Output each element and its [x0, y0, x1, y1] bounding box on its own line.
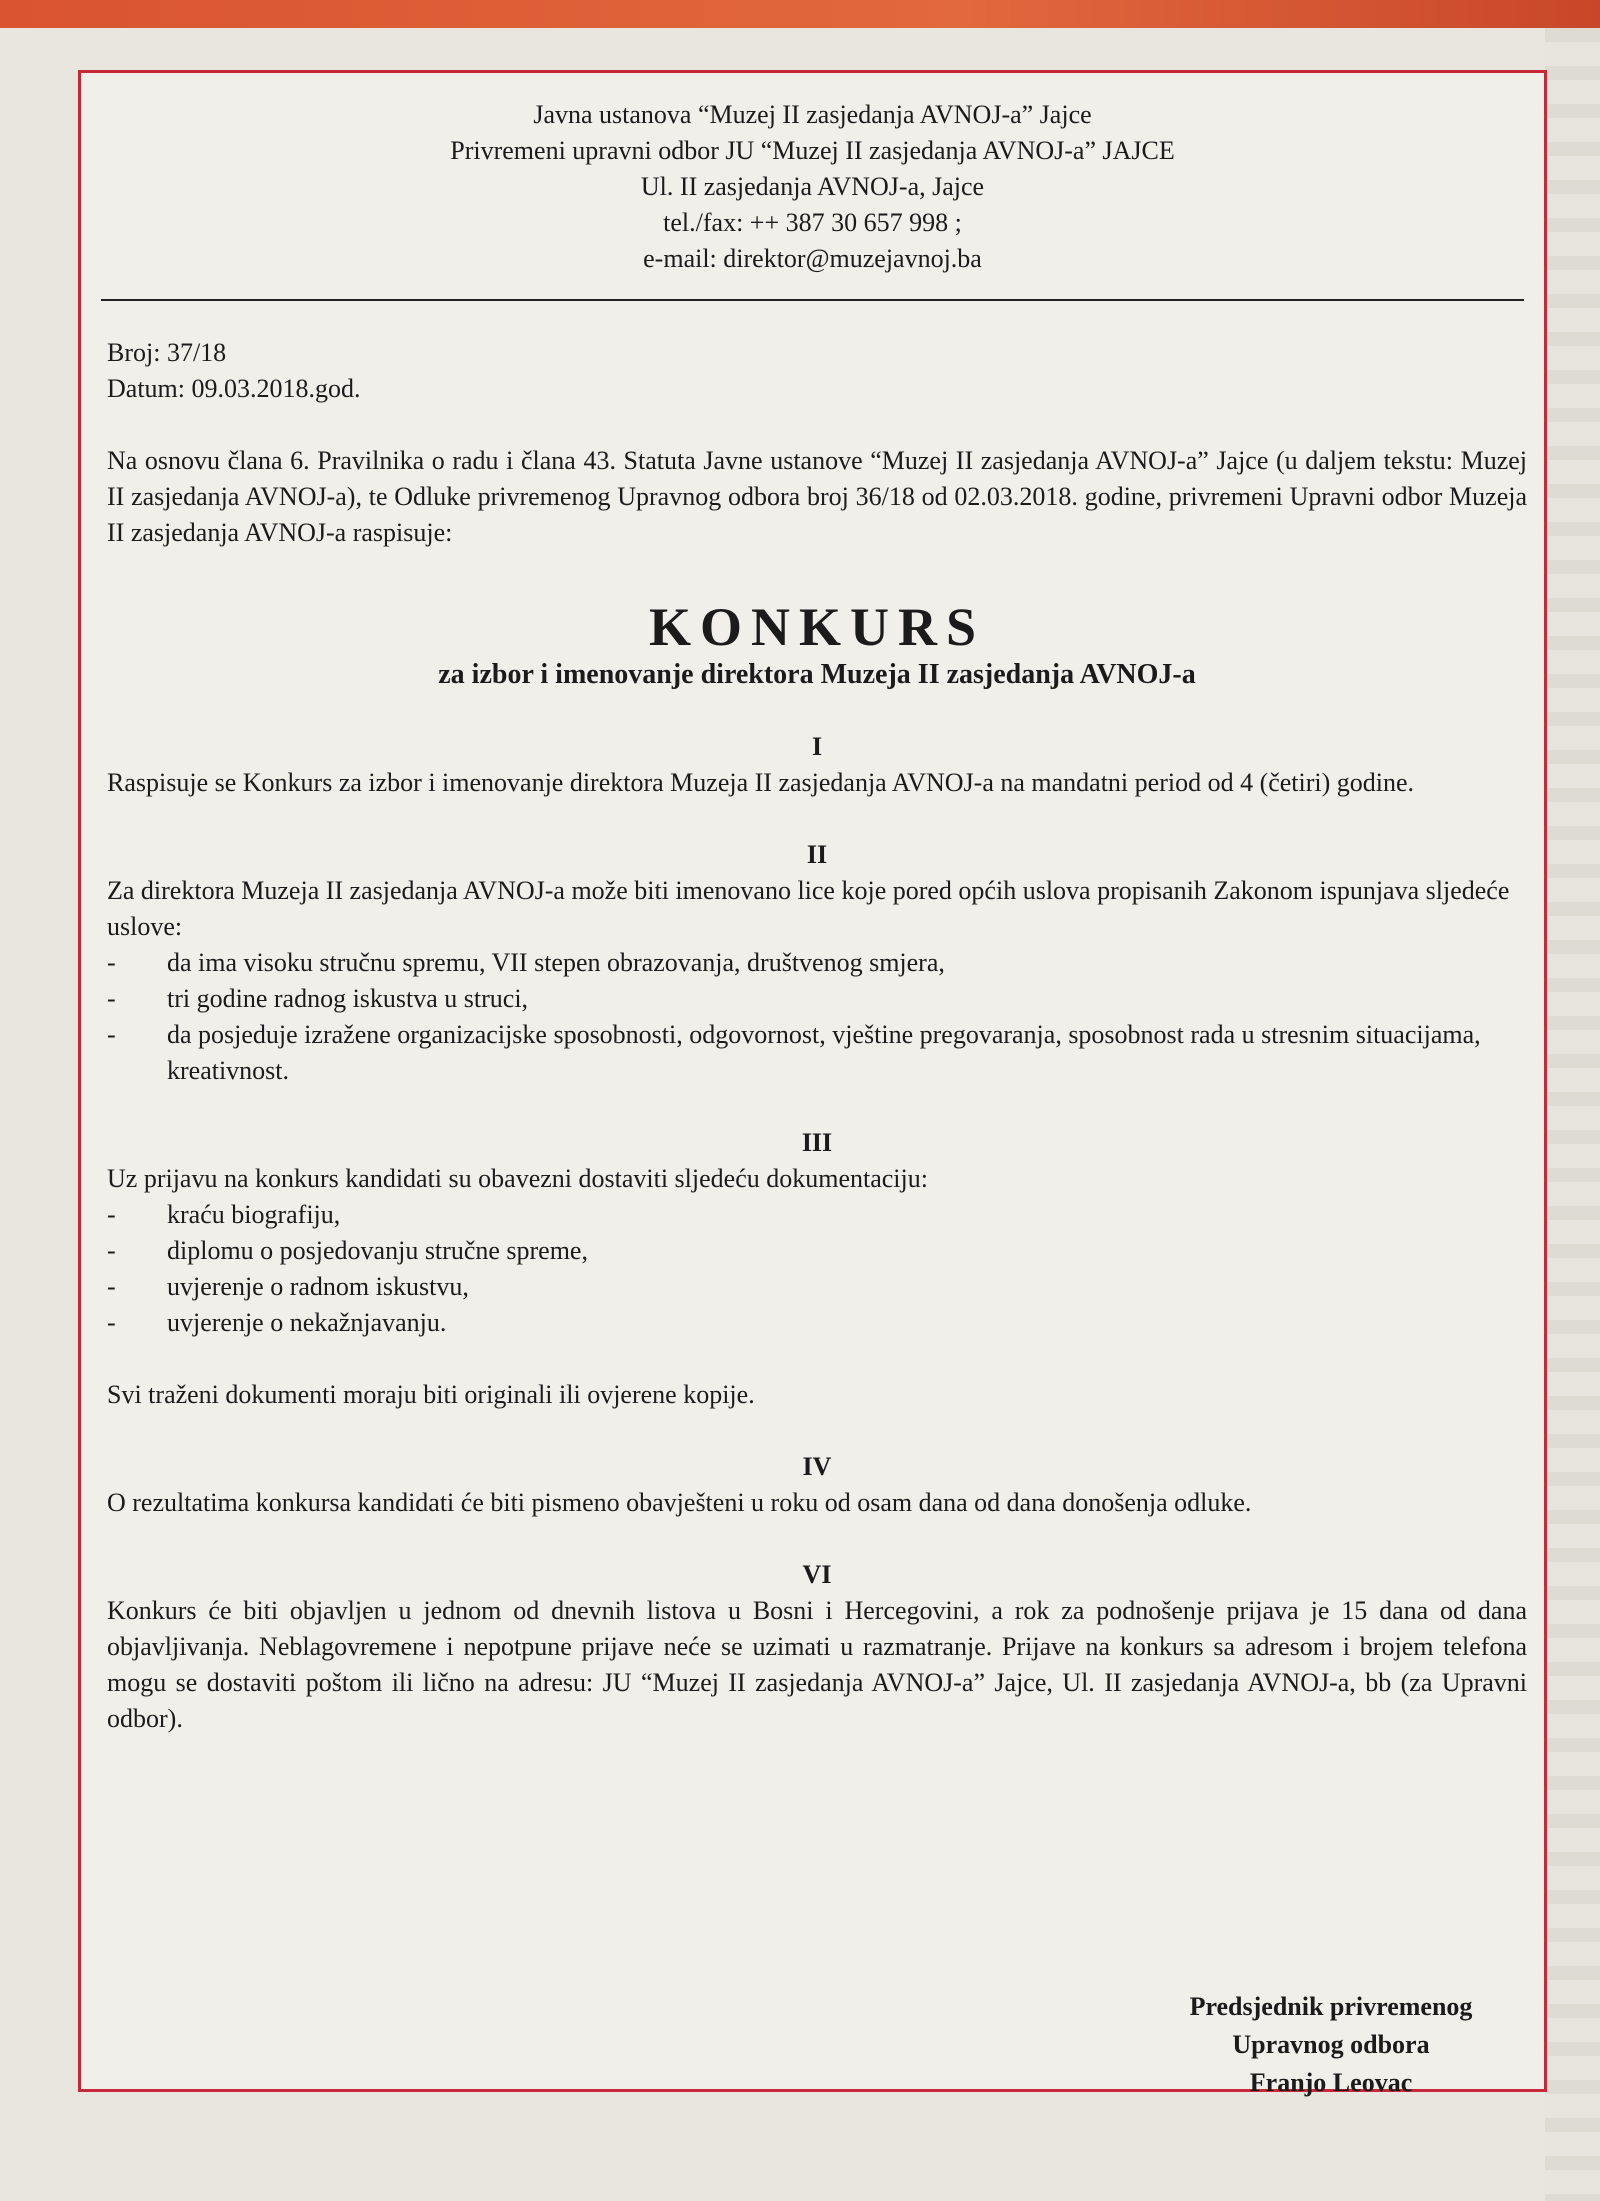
- list-dash: -: [107, 1200, 116, 1229]
- section-heading-i: I: [811, 732, 823, 761]
- documents-note: Svi traženi dokumenti moraju biti originali ili ovjerene kopije.: [107, 1380, 755, 1409]
- list-item: [107, 1305, 1527, 1341]
- requirement-item: tri godine radnog iskustva u struci,: [167, 984, 529, 1013]
- section-text-ii: Za direktora Muzeja II zasjedanja AVNOJ-a može biti imenovano lice koje pored općih uslova propisanih Zakonom ispunjava sljedeće uslove:: [107, 876, 1510, 941]
- requirement-item: da posjeduje izražene organizacijske sposobnosti, odgovornost, vještine pregovaranja, sposobnost rada u stresnim situacijama, kreativnost.: [167, 1020, 1481, 1085]
- section-text-vi: Konkurs će biti objavljen u jednom od dnevnih listova u Bosni i Hercegovini, a rok za podnošenje prijava je 15 dana od dana objavljivanja. Neblagovremene i nepotpune prijave neće se uzimati u razmatranje. Prijave na konkurs sa adresom i brojem telefona mogu se dostaviti poštom ili lično na adresu: JU “Muzej II zasjedanja AVNOJ-a” Jajce, Ul. II zasjedanja AVNOJ-a, bb (za Upravni odbor).: [107, 1596, 1527, 1733]
- list-item: [107, 1197, 1527, 1233]
- signature-role: Predsjednik privremenog: [1189, 1992, 1473, 2021]
- section-heading-ii: II: [806, 840, 828, 869]
- document-item: uvjerenje o nekažnjavanju.: [167, 1308, 447, 1337]
- notice-subtitle: za izbor i imenovanje direktora Muzeja II zasjedanja AVNOJ-a: [438, 659, 1196, 690]
- list-dash: -: [107, 984, 116, 1013]
- section-heading-iv: IV: [802, 1452, 832, 1481]
- intro-paragraph: Na osnovu člana 6. Pravilnika o radu i člana 43. Statuta Javne ustanove “Muzej II zasjedanja AVNOJ-a” Jajce (u daljem tekstu: Muzej II zasjedanja AVNOJ-a), te Odluke privremenog Upravnog odbora broj 36/18 od 02.03.2018. godine, privremeni Upravni odbor Muzeja II zasjedanja AVNOJ-a raspisuje:: [107, 446, 1527, 547]
- list-dash: -: [107, 948, 116, 977]
- notice-frame: [78, 70, 1547, 2097]
- notice-body: [107, 335, 1527, 1737]
- list-item: [107, 1233, 1527, 1269]
- requirement-item: da ima visoku stručnu spremu, VII stepen obrazovanja, društvenog smjera,: [167, 948, 945, 977]
- signature-name: Franjo Leovac: [1249, 2068, 1413, 2097]
- document-item: diplomu o posjedovanju stručne spreme,: [167, 1236, 588, 1265]
- list-dash: -: [107, 1308, 116, 1337]
- signature-block: [1121, 1988, 1541, 2102]
- list-dash: -: [107, 1236, 116, 1265]
- list-item: [107, 1017, 1527, 1089]
- signature-board: Upravnog odbora: [1232, 2030, 1430, 2059]
- list-item: [107, 1269, 1527, 1305]
- document-date: Datum: 09.03.2018.god.: [107, 374, 361, 403]
- notice-title: KONKURS: [648, 597, 986, 657]
- list-dash: -: [107, 1272, 116, 1301]
- document-item: uvjerenje o radnom iskustvu,: [167, 1272, 469, 1301]
- section-text-iv: O rezultatima konkursa kandidati će biti pismeno obavješteni u roku od osam dana od dana donošenja odluke.: [107, 1488, 1252, 1517]
- list-item: [107, 981, 1527, 1017]
- header-email: e-mail: direktor@muzejavnoj.ba: [643, 244, 982, 273]
- section-text-i: Raspisuje se Konkurs za izbor i imenovanje direktora Muzeja II zasjedanja AVNOJ-a na mandatni period od 4 (četiri) godine.: [107, 768, 1415, 797]
- header-institution-name: Javna ustanova “Muzej II zasjedanja AVNOJ-a” Jajce: [533, 100, 1092, 129]
- header-board-name: Privremeni upravni odbor JU “Muzej II zasjedanja AVNOJ-a” JAJCE: [450, 136, 1175, 165]
- header-address: Ul. II zasjedanja AVNOJ-a, Jajce: [640, 172, 985, 201]
- institution-header: [81, 97, 1544, 277]
- top-color-band: [0, 0, 1600, 28]
- header-divider: [101, 299, 1524, 301]
- document-item: kraću biografiju,: [167, 1200, 341, 1229]
- header-phone: tel./fax: ++ 387 30 657 998 ;: [663, 208, 962, 237]
- section-text-iii: Uz prijavu na konkurs kandidati su obavezni dostaviti sljedeću dokumentaciju:: [107, 1164, 928, 1193]
- document-number: Broj: 37/18: [107, 338, 227, 367]
- list-item: [107, 945, 1527, 981]
- background-newspaper-column: [1545, 28, 1600, 2201]
- section-heading-vi: VI: [802, 1560, 832, 1589]
- section-heading-iii: III: [801, 1128, 833, 1157]
- list-dash: -: [107, 1020, 116, 1049]
